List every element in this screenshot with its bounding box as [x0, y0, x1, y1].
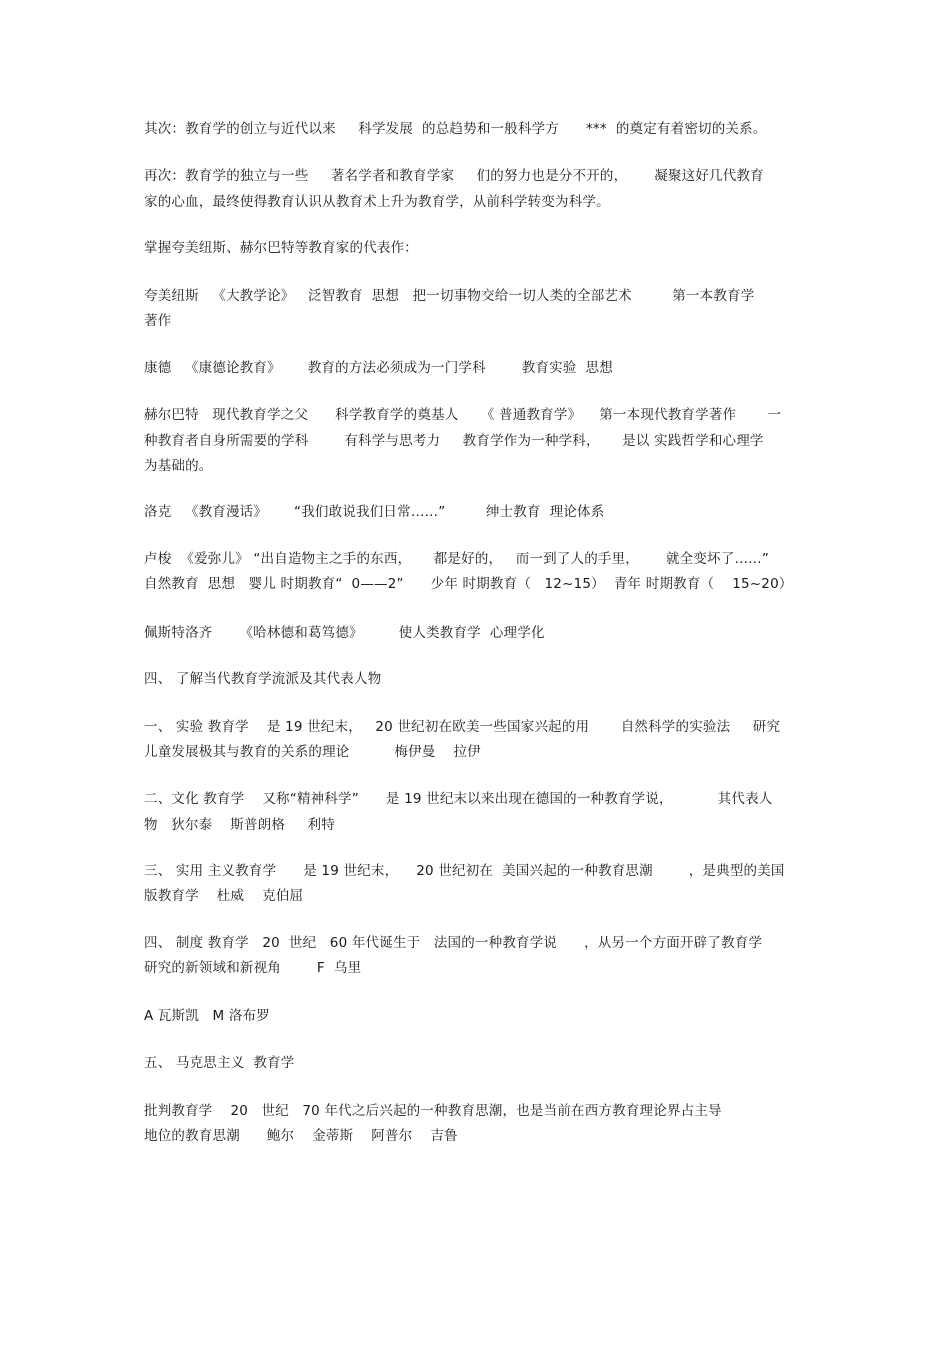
text-line: 儿童发展极其与教育的关系的理论 梅伊曼 拉伊 [144, 744, 481, 760]
text-line: 四、 制度 教育学 20 世纪 60 年代诞生于 法国的一种教育学说 ，从另一个方面开辟了教育学 [144, 935, 763, 951]
text-line: 夸美纽斯 《大教学论》 泛智教育 思想 把一切事物交给一切人类的全部艺术 第一本教育学 [144, 288, 755, 304]
text-line: 掌握夸美纽斯、赫尔巴特等教育家的代表作： [144, 240, 418, 256]
text-line: 二、文化 教育学 又称“精神科学” 是 19 世纪末以来出现在德国的一种教育学说， 其代表人 [144, 791, 773, 807]
text-line: 其次：教育学的创立与近代以来 科学发展 的总趋势和一般科学方 *** 的奠定有着密切的关系。 [144, 121, 767, 137]
text-line: 康德 《康德论教育》 教育的方法必须成为一门学科 教育实验 思想 [144, 360, 613, 376]
text-line: 三、 实用 主义教育学 是 19 世纪末， 20 世纪初在 美国兴起的一种教育思潮 ，是典型的美国 [144, 863, 785, 879]
text-line: 再次：教育学的独立与一些 著名学者和教育学家 们的努力也是分不开的， 凝聚这好几代教育 [144, 168, 764, 184]
text-line: 研究的新领域和新视角 F 乌里 [144, 960, 362, 976]
text-line: 批判教育学 20 世纪 70 年代之后兴起的一种教育思潮，也是当前在西方教育理论界占主导 [144, 1103, 722, 1119]
text-line: 佩斯特洛齐 《哈林德和葛笃德》 使人类教育学 心理学化 [144, 625, 545, 641]
text-line: 物 狄尔泰 斯普朗格 利特 [144, 817, 335, 833]
text-line: 著作 [144, 313, 172, 329]
text-line: 种教育者自身所需要的学科 有科学与思考力 教育学作为一种学科， 是以 实践哲学和心理学 [144, 433, 764, 449]
text-line: 卢梭 《爱弥儿》 “出自造物主之手的东西， 都是好的， 而一到了人的手里， 就全变坏了……” [144, 551, 770, 567]
text-line: 家的心血，最终使得教育认识从教育术上升为教育学，从前科学转变为科学。 [144, 194, 610, 210]
text-line: 五、 马克思主义 教育学 [144, 1055, 295, 1071]
text-line: 赫尔巴特 现代教育学之父 科学教育学的奠基人 《 普通教育学》 第一本现代教育学著作 一 [144, 407, 782, 423]
text-line: 版教育学 杜威 克伯屈 [144, 888, 304, 904]
section-heading: 四、 了解当代教育学流派及其代表人物 [144, 671, 382, 687]
text-line: 一、 实验 教育学 是 19 世纪末， 20 世纪初在欧美一些国家兴起的用 自然科学的实验法 研究 [144, 719, 781, 735]
text-line: 地位的教育思潮 鲍尔 金蒂斯 阿普尔 吉鲁 [144, 1128, 458, 1144]
text-line: A 瓦斯凯 M 洛布罗 [144, 1008, 270, 1024]
text-line: 为基础的。 [144, 458, 213, 474]
text-line: 自然教育 思想 婴儿 时期教育“ 0——2” 少年 时期教育（ 12~15） 青年 时期教育（ 15~20） [144, 576, 793, 592]
text-line: 洛克 《教育漫话》 “我们敢说我们日常……” 绅士教育 理论体系 [144, 504, 605, 520]
